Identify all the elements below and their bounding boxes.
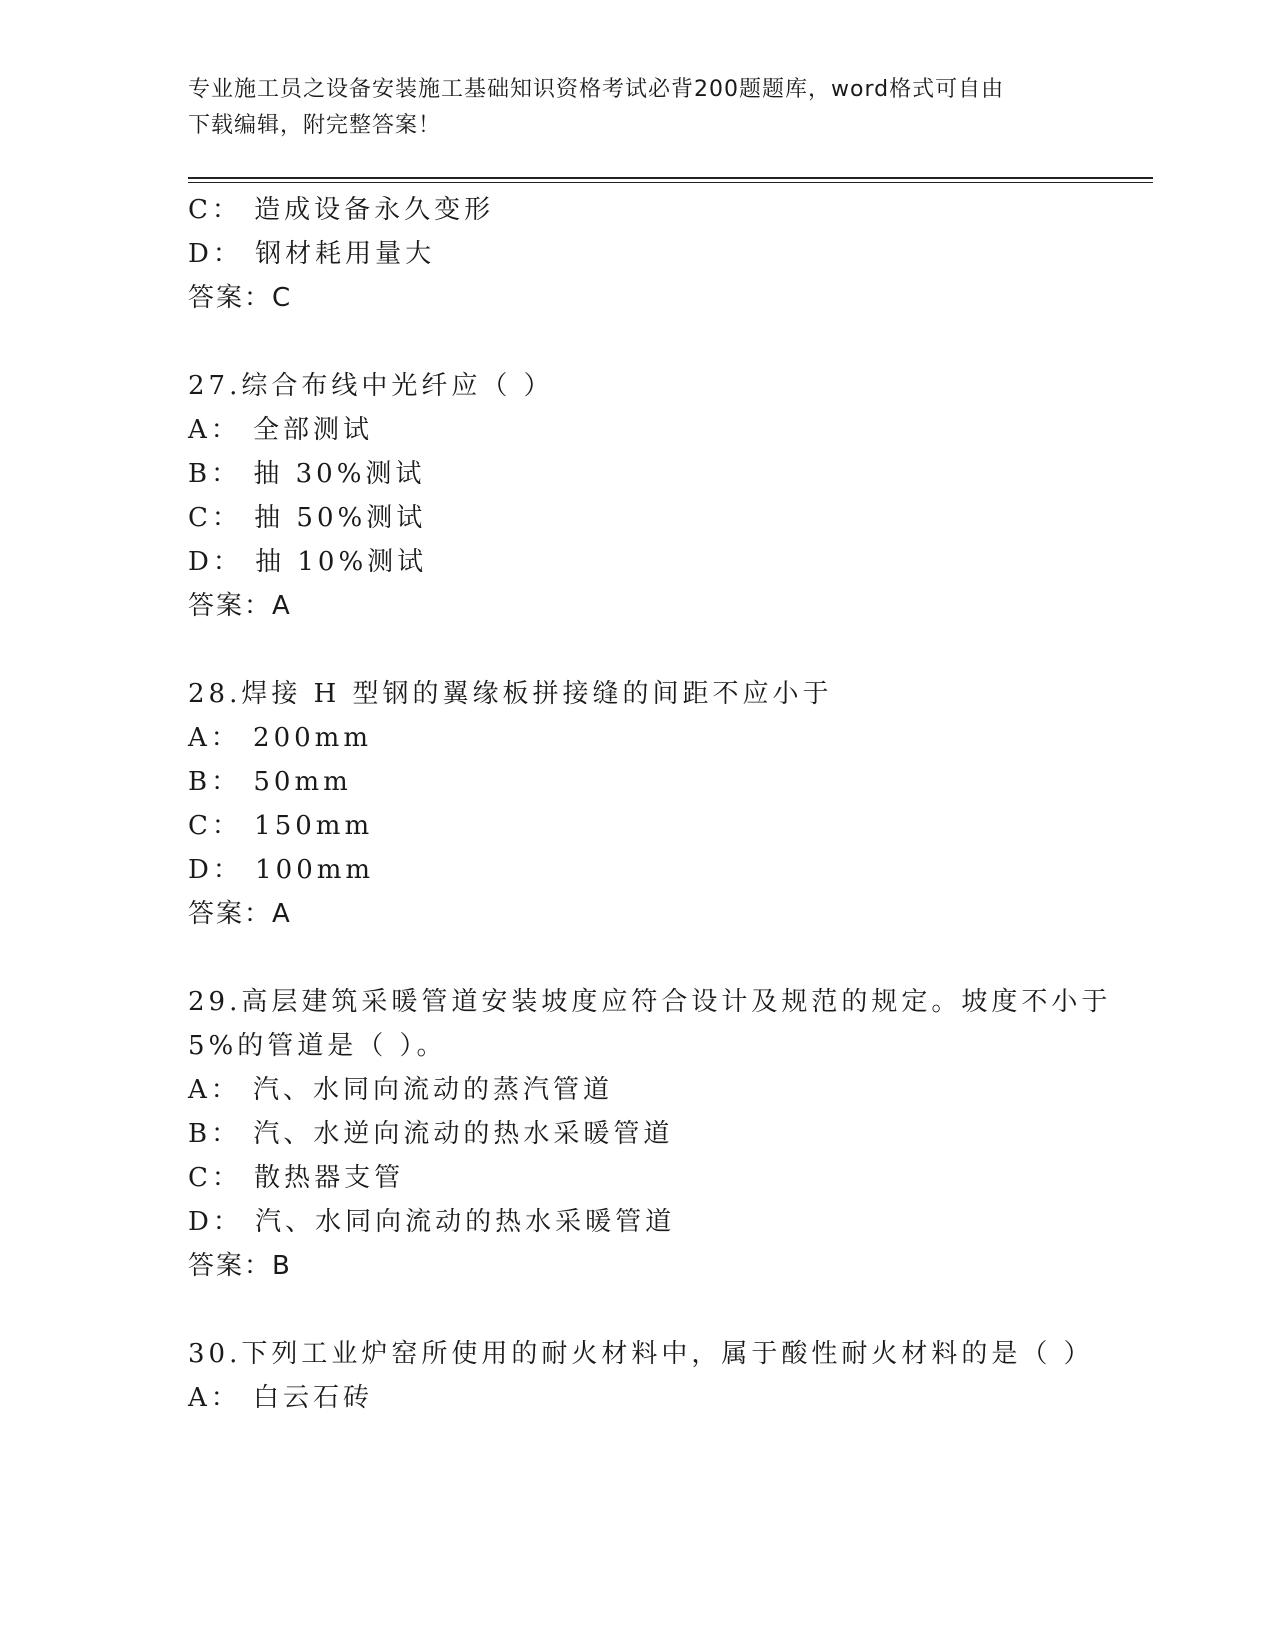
question-27-option-a: A： 全部测试	[188, 415, 374, 445]
option-c-previous: C： 造成设备永久变形	[188, 195, 495, 225]
question-27: 27.综合布线中光纤应（ ）	[188, 371, 554, 401]
question-28-answer: 答案：A	[188, 899, 292, 929]
header-line-1: 专业施工员之设备安装施工基础知识资格考试必背200题题库，word格式可自由	[188, 77, 1005, 102]
question-29-line-2: 5%的管道是（ ）。	[188, 1031, 447, 1061]
question-28-option-b: B： 50mm	[188, 767, 352, 797]
header-rule-thick	[188, 177, 1153, 179]
answer-previous: 答案：C	[188, 283, 293, 313]
question-28-option-d: D： 100mm	[188, 855, 375, 885]
question-30-option-a: A： 白云石砖	[188, 1383, 374, 1413]
question-29-option-d: D： 汽、水同向流动的热水采暖管道	[188, 1207, 676, 1237]
question-29-line-1: 29.高层建筑采暖管道安装坡度应符合设计及规范的规定。坡度不小于	[188, 987, 1112, 1017]
question-29-option-a: A： 汽、水同向流动的蒸汽管道	[188, 1075, 614, 1105]
question-29-answer: 答案：B	[188, 1251, 292, 1281]
question-27-option-b: B： 抽 30%测试	[188, 459, 426, 489]
question-28-option-c: C： 150mm	[188, 811, 374, 841]
question-28-option-a: A： 200mm	[188, 723, 372, 753]
question-27-option-c: C： 抽 50%测试	[188, 503, 427, 533]
question-27-answer: 答案：A	[188, 591, 292, 621]
document-header	[188, 72, 1088, 144]
header-line-2: 下载编辑，附完整答案！	[188, 113, 442, 138]
option-d-previous: D： 钢材耗用量大	[188, 239, 436, 269]
question-30: 30.下列工业炉窑所使用的耐火材料中，属于酸性耐火材料的是（ ）	[188, 1339, 1094, 1369]
question-28: 28.焊接 H 型钢的翼缘板拼接缝的间距不应小于	[188, 679, 833, 709]
question-29-option-c: C： 散热器支管	[188, 1163, 405, 1193]
header-rule-thin	[188, 182, 1153, 183]
question-27-option-d: D： 抽 10%测试	[188, 547, 428, 577]
question-29-option-b: B： 汽、水逆向流动的热水采暖管道	[188, 1119, 674, 1149]
